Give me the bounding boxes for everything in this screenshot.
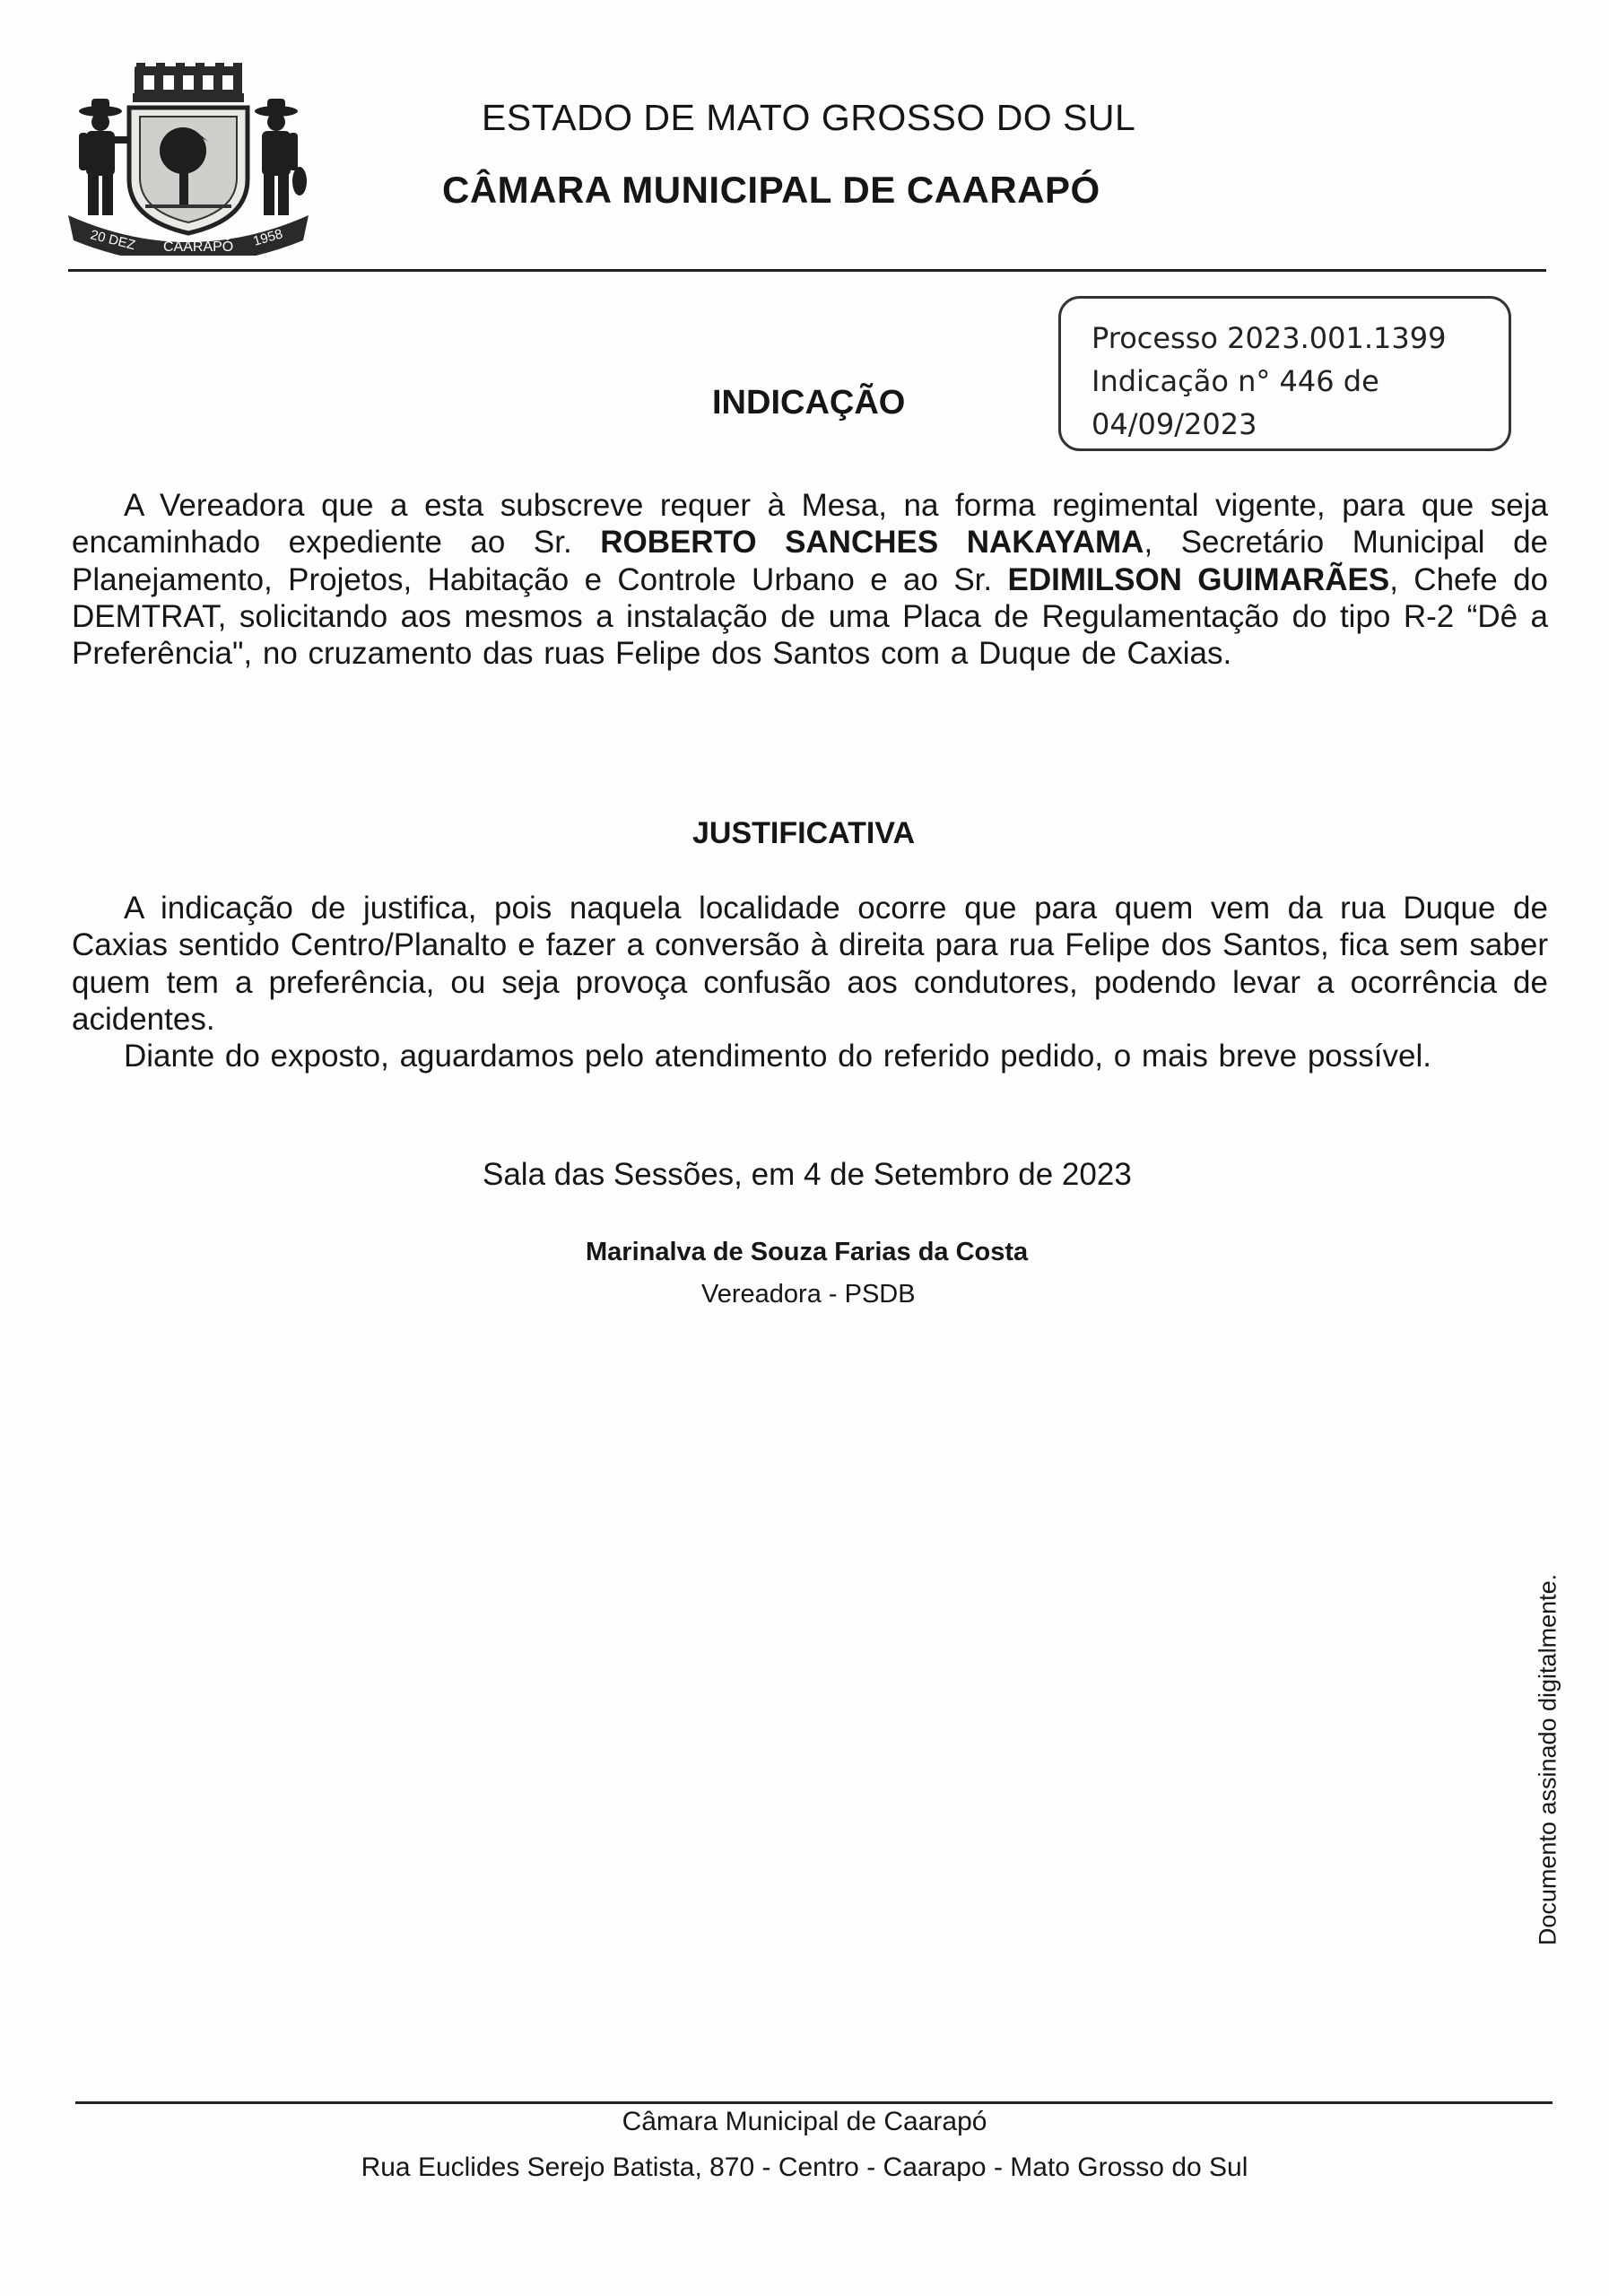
request-paragraph xyxy=(72,487,1548,672)
stamp-process-number: Processo 2023.001.1399 xyxy=(1092,321,1447,355)
municipal-crest-logo xyxy=(65,63,312,256)
digital-signature-note: Documento assinado digitalmente. xyxy=(1534,1573,1561,1946)
signer-name: Marinalva de Souza Farias da Costa xyxy=(586,1238,1029,1266)
crest-ribbon-left: 20 DEZ xyxy=(89,227,137,254)
header-divider xyxy=(68,269,1546,272)
request-text-start: A Vereadora que a esta subscreve requer à Mesa, na forma regimental vigente, para que seja encaminhado expediente ao Sr. xyxy=(72,488,1548,561)
recipient-name-2: EDIMILSON GUIMARÃES xyxy=(1007,561,1390,597)
state-heading: ESTADO DE MATO GROSSO DO SUL xyxy=(482,97,1136,138)
recipient-name-1: ROBERTO SANCHES NAKAYAMA xyxy=(600,525,1144,561)
justification-block xyxy=(72,890,1548,1074)
justification-paragraph: A indicação de justifica, pois naquela localidade ocorre que para quem vem da rua Duque de Caxias sentido Centro/Planalto e fazer a conversão à direita para rua Felipe dos Santos, fica sem saber quem tem a preferência, ou seja provoça confusão aos condutores, podendo levar a ocorrência de acidentes. xyxy=(72,891,1548,1037)
session-date-line: Sala das Sessões, em 4 de Setembro de 2023 xyxy=(483,1157,1132,1192)
process-stamp xyxy=(1058,296,1511,451)
crest-ribbon-center: CAARAPÓ xyxy=(163,239,234,255)
footer-address: Rua Euclides Serejo Batista, 870 - Centro - Caarapo - Mato Grosso do Sul xyxy=(361,2152,1248,2182)
document-title: INDICAÇÃO xyxy=(712,384,906,422)
signer-role: Vereadora - PSDB xyxy=(701,1280,916,1309)
justification-title: JUSTIFICATIVA xyxy=(692,816,916,850)
request-text-middle: , Secretário Municipal de Planejamento, Projetos, Habitação e Controle Urbano e ao Sr. xyxy=(72,525,1549,597)
chamber-heading: CÂMARA MUNICIPAL DE CAARAPÓ xyxy=(442,169,1100,211)
footer-divider xyxy=(75,2101,1552,2104)
closing-paragraph: Diante do exposto, aguardamos pelo atendimento do referido pedido, o mais breve possível. xyxy=(124,1039,1431,1074)
stamp-date: 04/09/2023 xyxy=(1092,407,1257,441)
stamp-indication-number: Indicação n° 446 de xyxy=(1092,364,1379,398)
crest-ribbon-right: 1958 xyxy=(251,226,285,249)
request-text-end: , Chefe do DEMTRAT, solicitando aos mesmos a instalação de uma Placa de Regulamentação do tipo R-2 “Dê a Preferência", no cruzamento das ruas Felipe dos Santos com a Duque de Caxias. xyxy=(72,561,1548,672)
footer-institution: Câmara Municipal de Caarapó xyxy=(622,2107,987,2136)
